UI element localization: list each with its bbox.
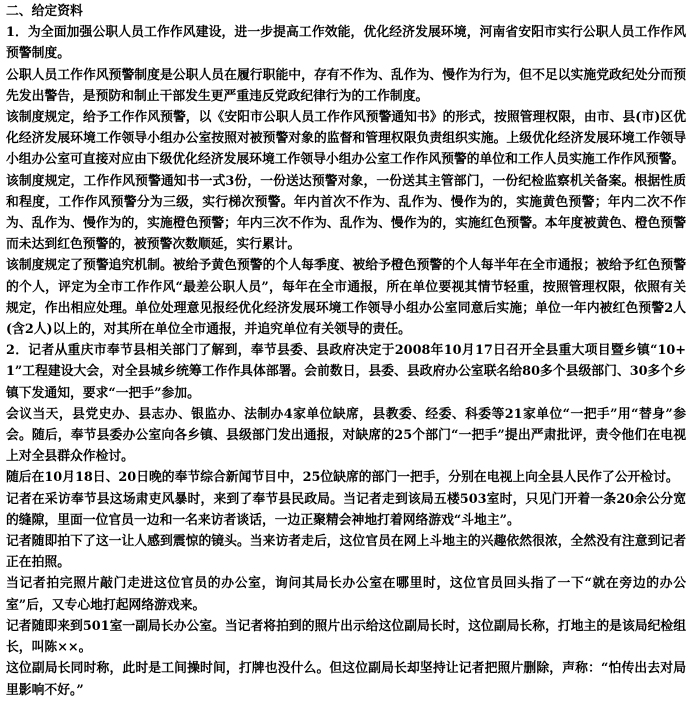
paragraph-12: 记者随即来到501室一副局长办公室。当记者将拍到的照片出示给这位副局长时，这位副局长称，打地主的是该局纪检组长，叫陈××。 — [6, 618, 686, 656]
section-heading: 二、给定资料 — [6, 4, 83, 19]
paragraph-6: 2．记者从重庆市奉节县相关部门了解到，奉节县委、县政府决定于2008年10月17日召开全县重大项目暨乡镇“10+1”工程建设大会，对全县城乡统筹工作作具体部署。会前数日，县委、县政府办公室联名给80多个县级部门、30多个乡镇下发通知，要求“一把手”参加。 — [6, 343, 686, 401]
paragraph-10: 记者随即拍下了这一让人感到震惊的镜头。当来访者走后，这位官员在网上斗地主的兴趣依然很浓，全然没有注意到记者正在拍照。 — [6, 534, 686, 571]
paragraph-8: 随后在10月18日、20日晚的奉节综合新闻节目中，25位缺席的部门一把手，分别在电视上向全县人民作了公开检讨。 — [6, 470, 679, 486]
paragraph-7: 会议当天，县党史办、县志办、银监办、法制办4家单位缺席，县教委、经委、科委等21家单位“一把手”用“替身”参会。随后，奉节县委办公室向各乡镇、县级部门发出通报，对缺席的25个部门“一把手”提出严肃批评，责令他们在电视上对全县群众作检讨。 — [6, 406, 686, 465]
paragraph-9: 记者在采访奉节县这场肃吏风暴时，来到了奉节县民政局。当记者走到该局五楼503室时，只见门开着一条20余公分宽的缝隙，里面一位官员一边和一名来访者谈话，一边正聚精会神地打着网络游戏“斗地主”。 — [6, 491, 686, 528]
paragraph-11: 当记者拍完照片敲门走进这位官员的办公室，询问其局长办公室在哪里时，这位官员回头指了一下“就在旁边的办公室”后，又专心地打起网络游戏来。 — [6, 576, 686, 613]
paragraph-3: 该制度规定，给予工作作风预警，以《安阳市公职人员工作作风预警通知书》的形式，按照管理权限，由市、县(市)区优化经济发展环境工作领导小组办公室按照对被预警对象的监督和管理权限负责组织实施。上级优化经济发展环境工作领导小组办公室可直接对应由下级优化经济发展环境工作领导小组办公室工作作风预警的单位和工作人员实施工作作风预警。 — [6, 110, 686, 168]
paragraph-13: 这位副局长同时称，此时是工间操时间，打牌也没什么。但这位副局长却坚持让记者把照片删除，声称：“怕传出去对局里影响不好。” — [6, 661, 686, 698]
paragraph-4: 该制度规定，工作作风预警通知书一式3份，一份送达预警对象，一份送其主管部门，一份纪检监察机关备案。根据性质和程度，工作作风预警分为三级，实行梯次预警。年内首次不作为、乱作为、慢作为的，实施黄色预警；年内二次不作为、乱作为、慢作为的，实施橙色预警；年内三次不作为、乱作为、慢作为的，实施红色预警。本年度被黄色、橙色预警而未达到红色预警的，被预警次数顺延，实行累计。 — [6, 173, 686, 253]
paragraph-5: 该制度规定了预警追究机制。被给予黄色预警的个人每季度、被给予橙色预警的个人每半年在全市通报；被给予红色预警的个人，评定为全市工作作风“最差公职人员”，每年在全市通报，所在单位要视其情节轻重，按照管理权限，依照有关规定，作出相应处理。单位处理意见报经优化经济发展环境工作领导小组办公室同意后实施；单位一年内被红色预警2人(含2人)以上的，对其所在单位全市通报，并追究单位有关领导的责任。 — [6, 258, 686, 338]
paragraph-2: 公职人员工作作风预警制度是公职人员在履行职能中，存有不作为、乱作为、慢作为行为，但不足以实施党政纪处分而预先发出警告，是预防和制止干部发生更严重违反党政纪律行为的工作制度。 — [6, 67, 686, 104]
paragraph-1: 1．为全面加强公职人员工作作风建设，进一步提高工作效能，优化经济发展环境，河南省安阳市实行公职人员工作作风预警制度。 — [6, 25, 686, 62]
